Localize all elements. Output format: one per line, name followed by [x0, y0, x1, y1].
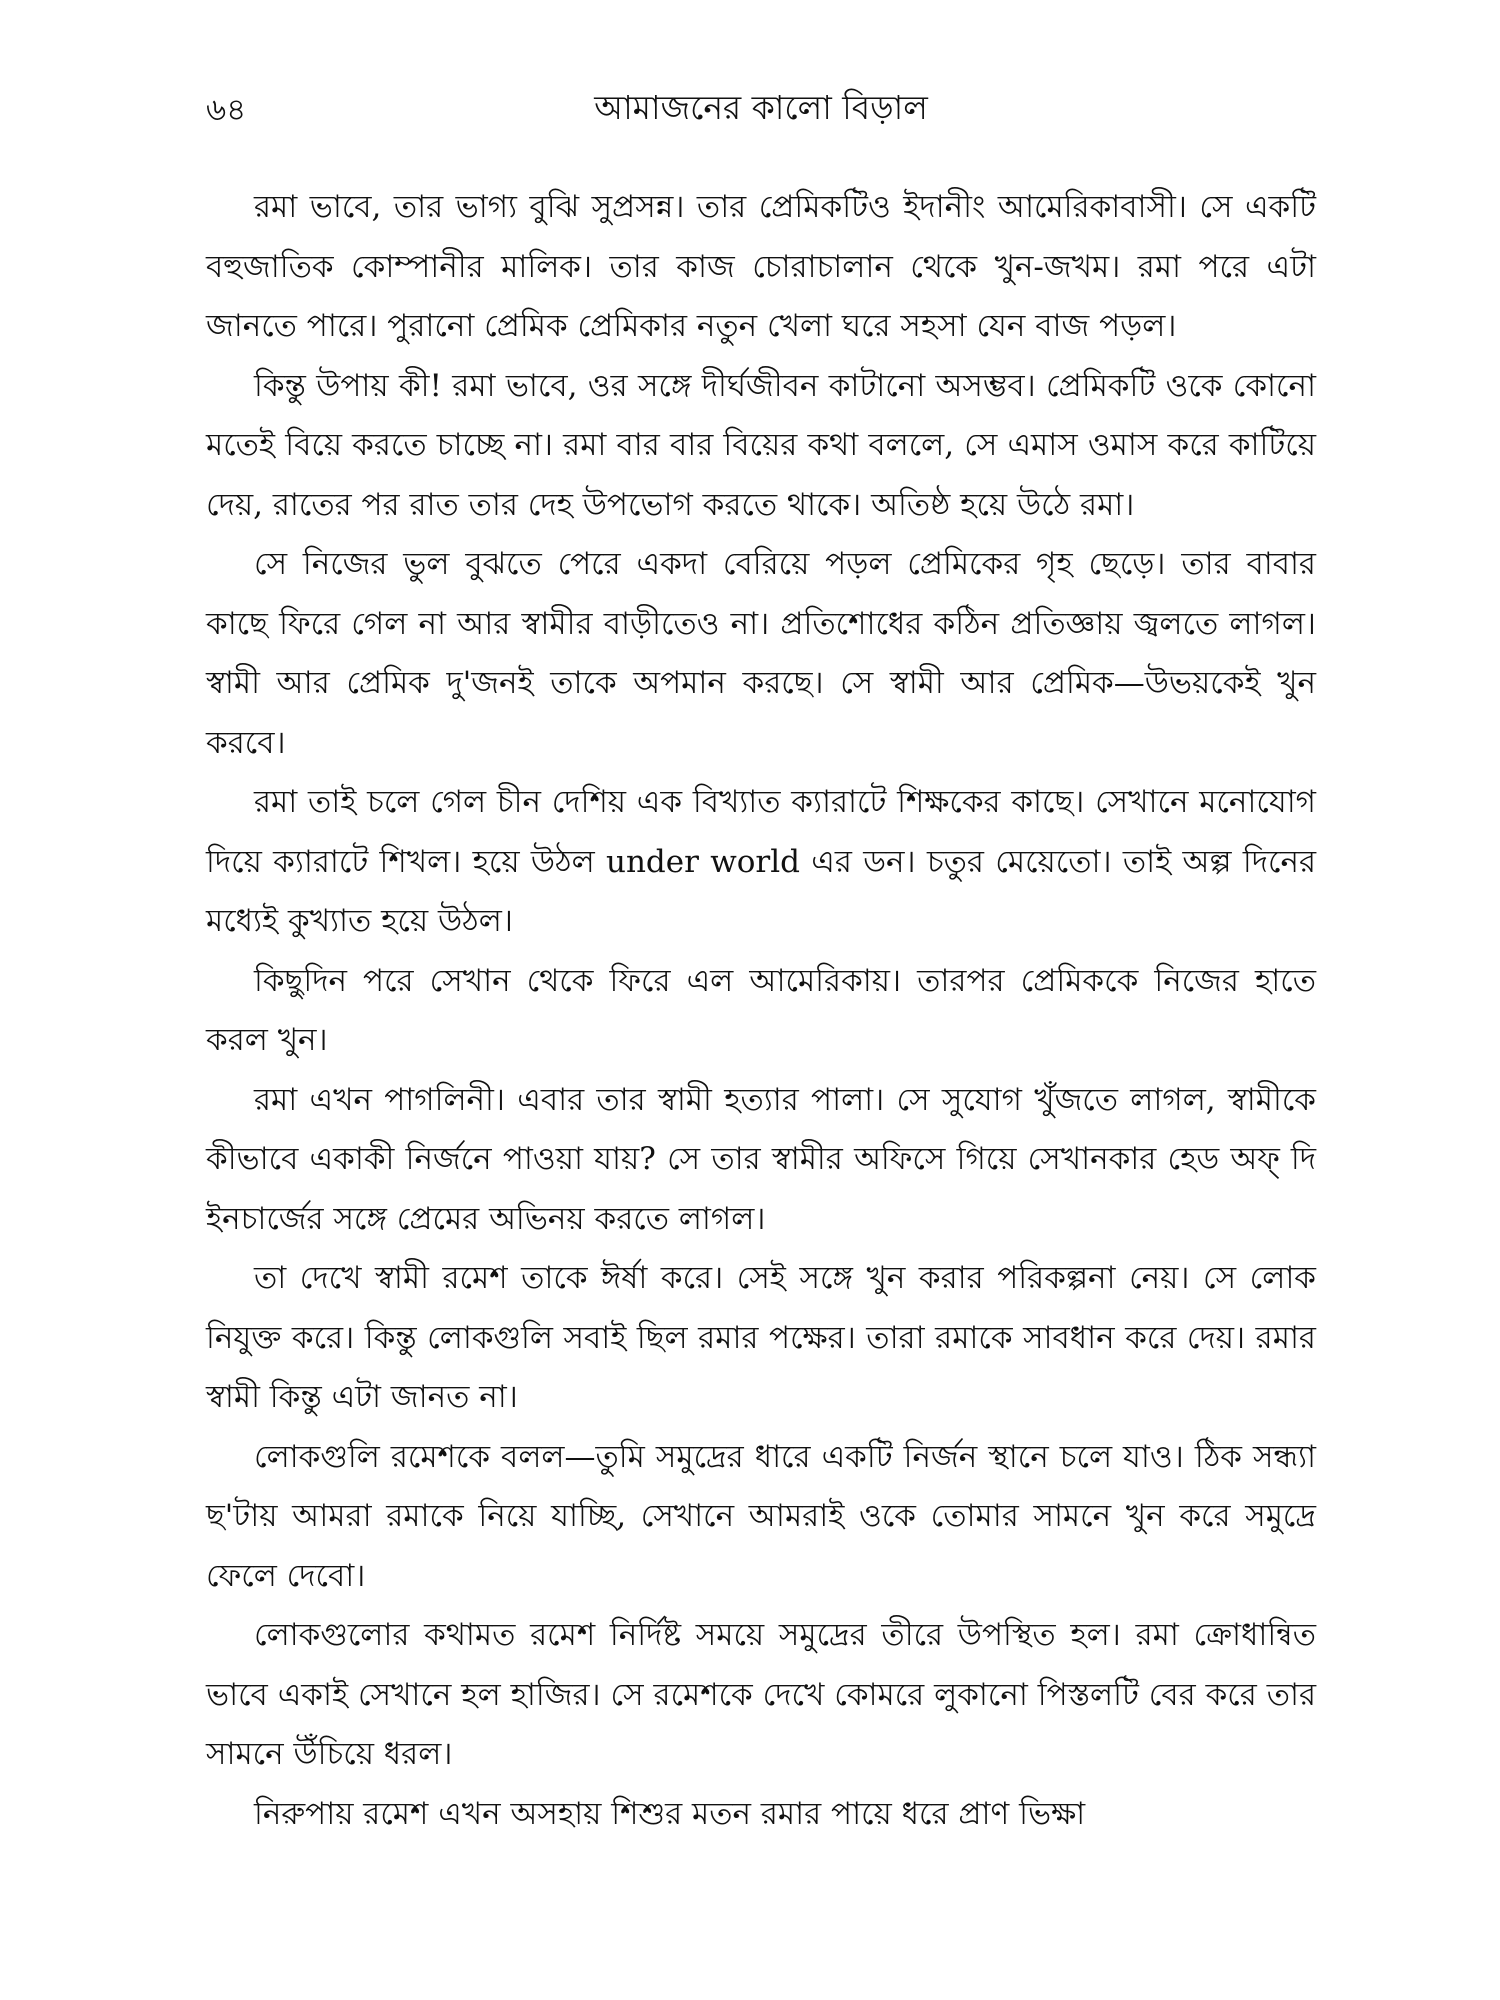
paragraph: তা দেখে স্বামী রমেশ তাকে ঈর্ষা করে। সেই সঙ্গে খুন করার পরিকল্পনা নেয়। সে লোক নিযুক্ত করে। কিন্তু লোকগুলি সবাই ছিল রমার পক্ষের। তারা রমাকে সাবধান করে দেয়। রমার স্বামী কিন্তু এটা জানত না।	[206, 1260, 1316, 1415]
paragraph: কিছুদিন পরে সেখান থেকে ফিরে এল আমেরিকায়। তারপর প্রেমিককে নিজের হাতে করল খুন।	[206, 962, 1316, 1058]
paragraph: রমা তাই চলে গেল চীন দেশিয় এক বিখ্যাত ক্যারাটে শিক্ষকের কাছে। সেখানে মনোযোগ দিয়ে ক্যারাটে শিখল। হয়ে উঠল under world এর ডন। চতুর মেয়েতো। তাই অল্প দিনের মধ্যেই কুখ্যাত হয়ে উঠল।	[206, 784, 1316, 939]
book-title: আমাজনের কালো বিড়াল	[594, 88, 928, 127]
paragraph: নিরুপায় রমেশ এখন অসহায় শিশুর মতন রমার পায়ে ধরে প্রাণ ভিক্ষা	[254, 1795, 1086, 1832]
paragraph: রমা ভাবে, তার ভাগ্য বুঝি সুপ্রসন্ন। তার প্রেমিকটিও ইদানীং আমেরিকাবাসী। সে একটি বহুজাতিক কোম্পানীর মালিক। তার কাজ চোরাচালান থেকে খুন-জখম। রমা পরে এটা জানতে পারে। পুরানো প্রেমিক প্রেমিকার নতুন খেলা ঘরে সহসা যেন বাজ পড়ল।	[206, 189, 1316, 344]
body-text	[206, 178, 1316, 1844]
paragraph: রমা এখন পাগলিনী। এবার তার স্বামী হত্যার পালা। সে সুযোগ খুঁজতে লাগল, স্বামীকে কীভাবে একাকী নির্জনে পাওয়া যায়? সে তার স্বামীর অফিসে গিয়ে সেখানকার হেড অফ্ দি ইনচার্জের সঙ্গে প্রেমের অভিনয় করতে লাগল।	[206, 1081, 1316, 1237]
paragraph: লোকগুলোর কথামত রমেশ নির্দিষ্ট সময়ে সমুদ্রের তীরে উপস্থিত হল। রমা ক্রোধান্বিত ভাবে একাই সেখানে হল হাজির। সে রমেশকে দেখে কোমরে লুকানো পিস্তলটি বের করে তার সামনে উঁচিয়ে ধরল।	[206, 1617, 1316, 1772]
page-header	[206, 82, 1316, 142]
paragraph: কিন্তু উপায় কী! রমা ভাবে, ওর সঙ্গে দীর্ঘজীবন কাটানো অসম্ভব। প্রেমিকটি ওকে কোনো মতেই বিয়ে করতে চাচ্ছে না। রমা বার বার বিয়ের কথা বললে, সে এমাস ওমাস করে কাটিয়ে দেয়, রাতের পর রাত তার দেহ উপভোগ করতে থাকে। অতিষ্ঠ হয়ে উঠে রমা।	[206, 367, 1316, 523]
paragraph: সে নিজের ভুল বুঝতে পেরে একদা বেরিয়ে পড়ল প্রেমিকের গৃহ ছেড়ে। তার বাবার কাছে ফিরে গেল না আর স্বামীর বাড়ীতেও না। প্রতিশোধের কঠিন প্রতিজ্ঞায় জ্বলতে লাগল। স্বামী আর প্রেমিক দু'জনই তাকে অপমান করছে। সে স্বামী আর প্রেমিক—উভয়কেই খুন করবে।	[206, 546, 1316, 761]
page-number: ৬৪	[206, 92, 247, 128]
paragraph: লোকগুলি রমেশকে বলল—তুমি সমুদ্রের ধারে একটি নির্জন স্থানে চলে যাও। ঠিক সন্ধ্যা ছ'টায় আমরা রমাকে নিয়ে যাচ্ছি, সেখানে আমরাই ওকে তোমার সামনে খুন করে সমুদ্রে ফেলে দেবো।	[206, 1438, 1316, 1594]
